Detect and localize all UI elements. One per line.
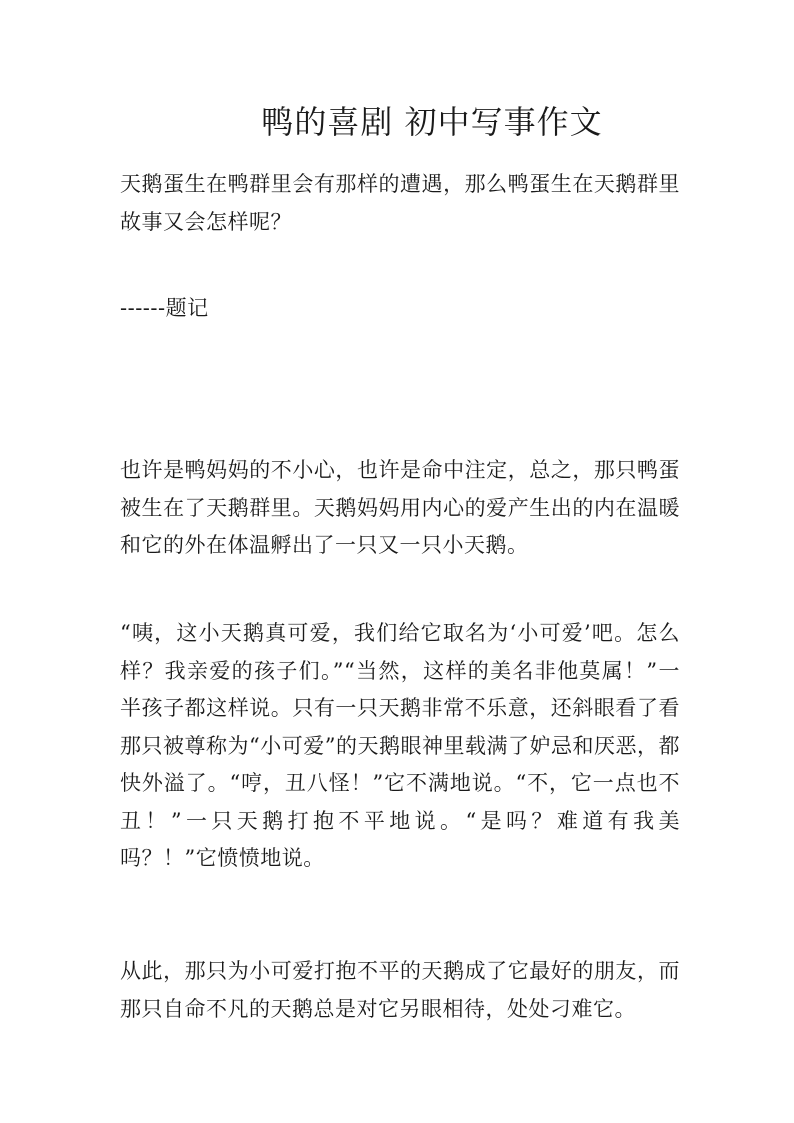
intro-paragraph: 天鹅蛋生在鸭群里会有那样的遭遇，那么鸭蛋生在天鹅群里故事又会怎样呢？ <box>120 172 680 234</box>
body-paragraph-2: “咦，这小天鹅真可爱，我们给它取名为‘小可爱’吧。怎么样？我亲爱的孩子们。”“当然，这样的美名非他莫属！”一半孩子都这样说。只有一只天鹅非常不乐意，还斜眼看了看那只被尊称为“小可爱”的天鹅眼神里载满了妒忌和厌恶，都快外溢了。“哼，丑八怪！”它不满地说。“不，它一点也不丑！”一只天鹅打抱不平地说。“是吗？难道有我美吗？！”它愤愤地说。 <box>120 621 680 870</box>
page-title: 鸭的喜剧 初中写事作文 <box>261 103 603 141</box>
epigraph-note: ------题记 <box>120 296 209 320</box>
body-paragraph-1: 也许是鸭妈妈的不小心，也许是命中注定，总之，那只鸭蛋被生在了天鹅群里。天鹅妈妈用内心的爱产生出的内在温暖和它的外在体温孵出了一只又一只小天鹅。 <box>120 458 680 557</box>
body-paragraph-3: 从此，那只为小可爱打抱不平的天鹅成了它最好的朋友，而那只自命不凡的天鹅总是对它另眼相待，处处刁难它。 <box>120 959 680 1021</box>
